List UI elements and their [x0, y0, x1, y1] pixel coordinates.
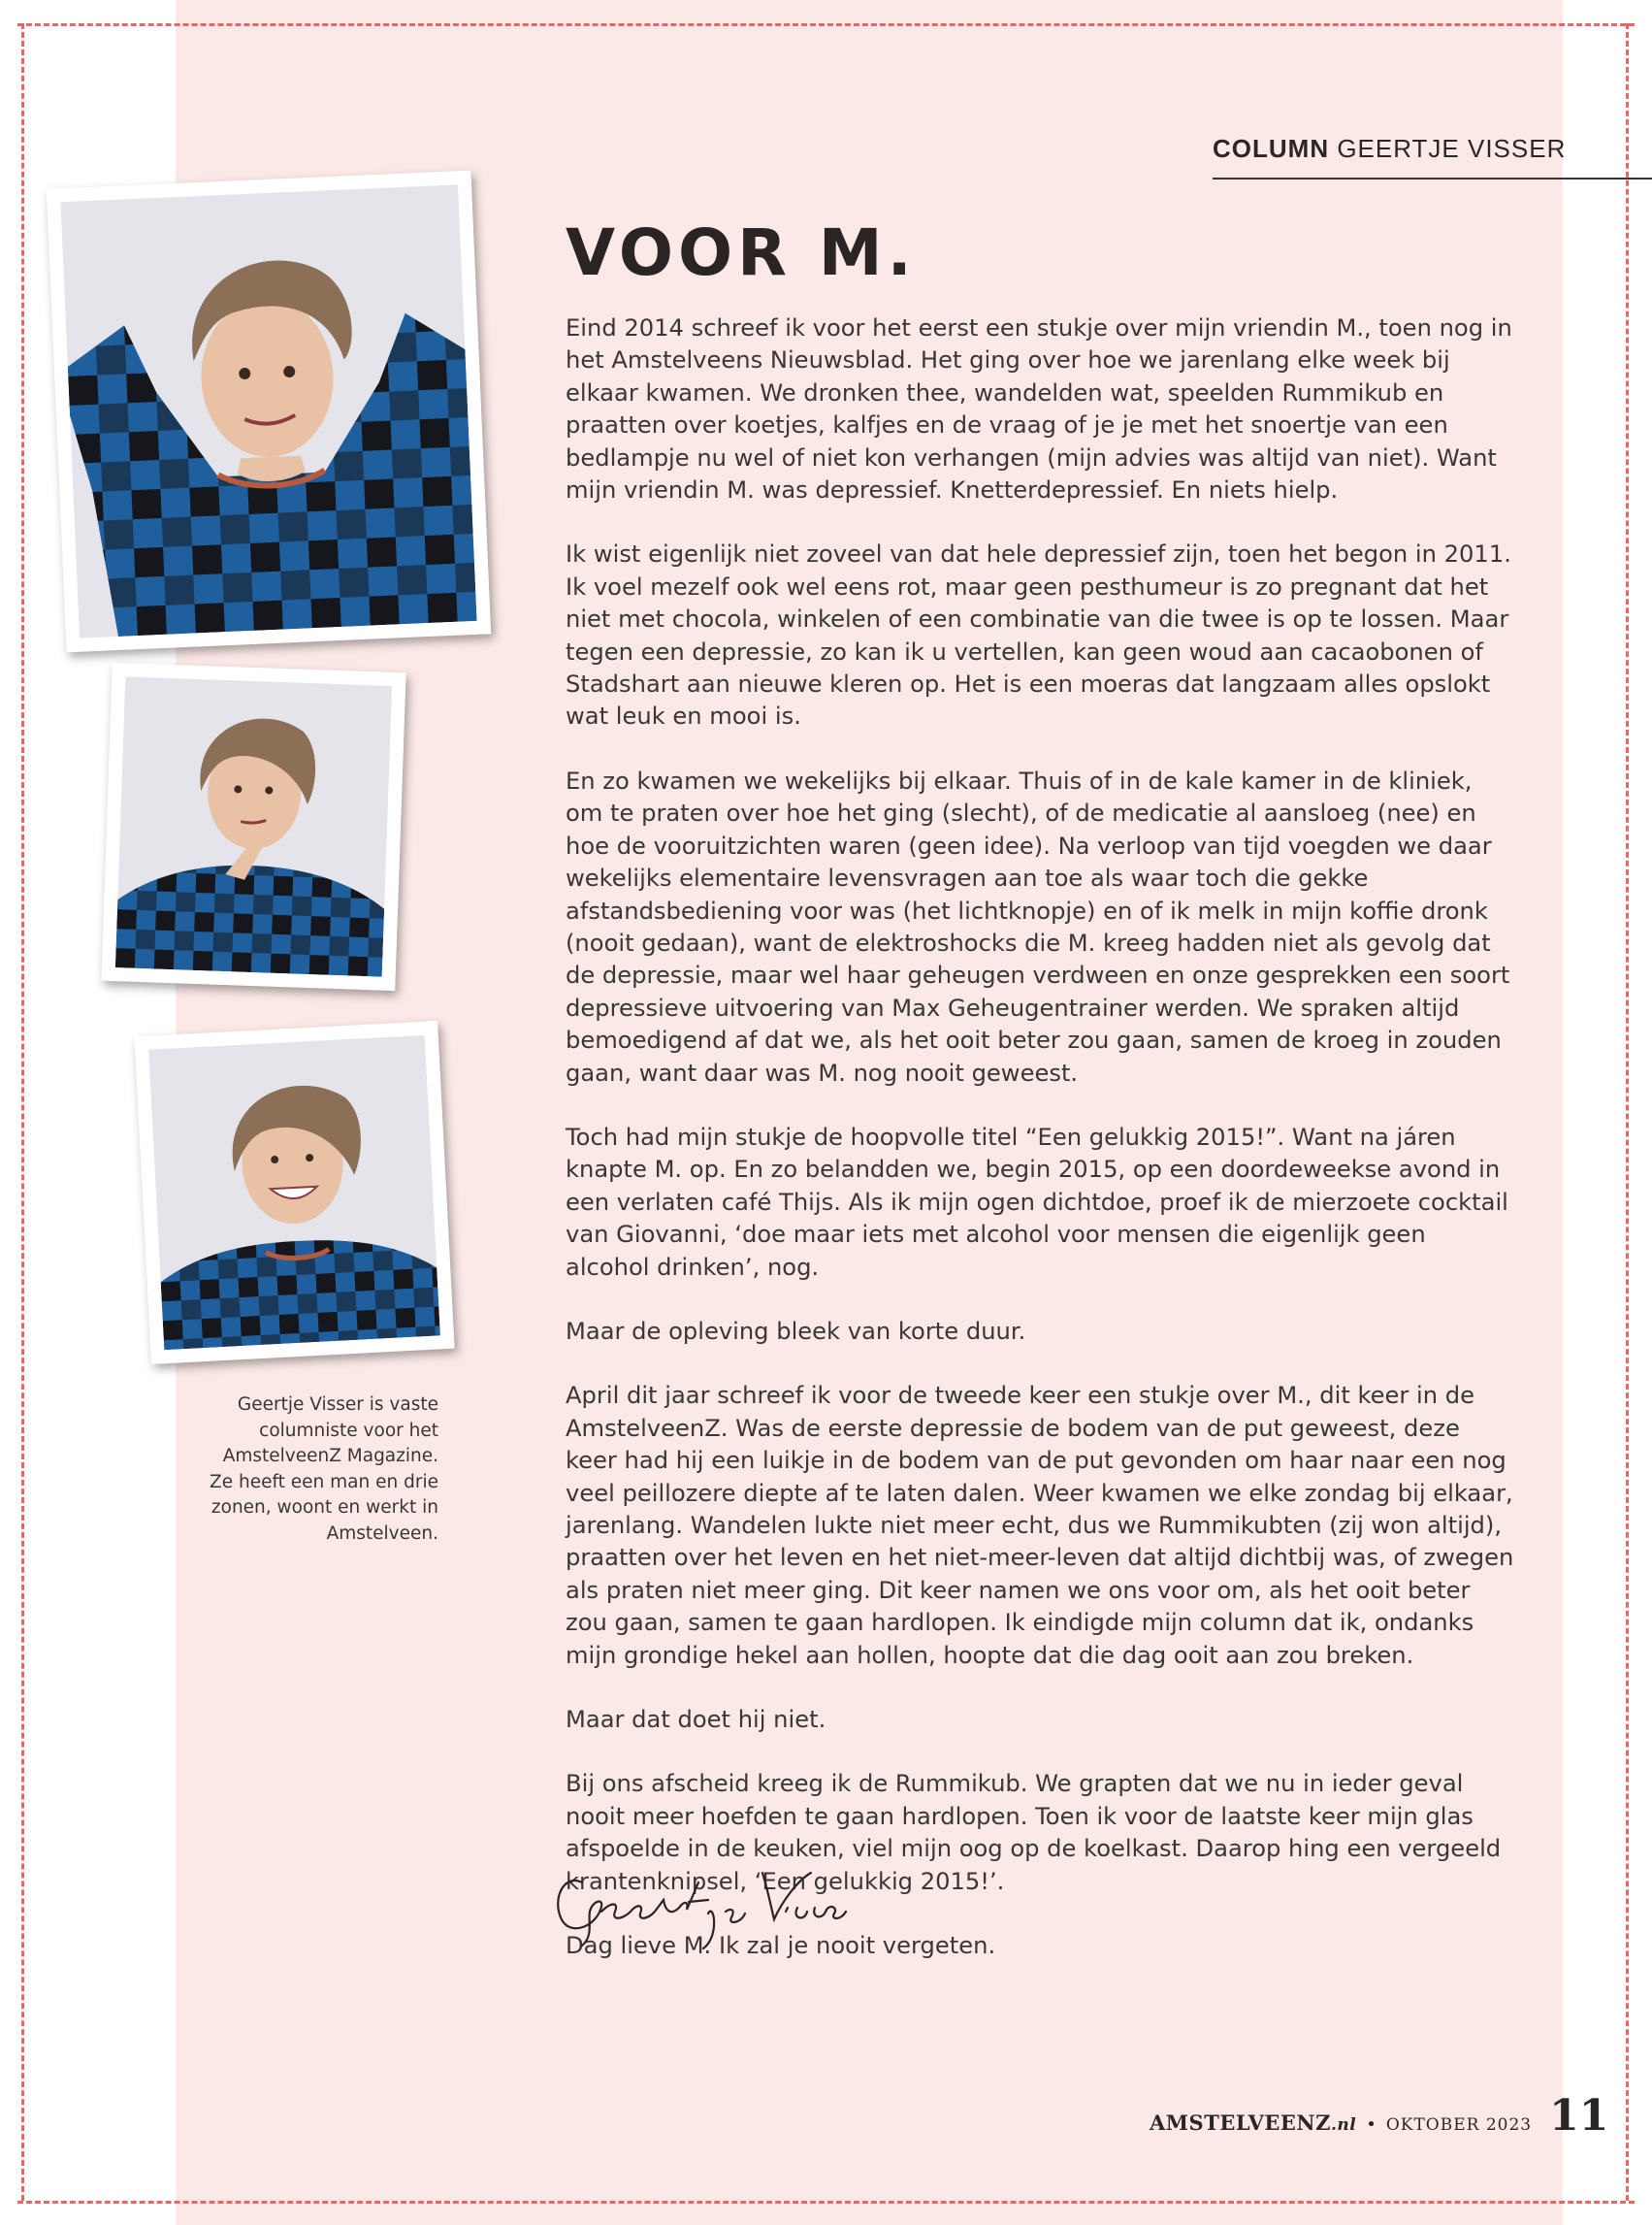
paragraph: Bij ons afscheid kreeg ik de Rummikub. We grapten dat we nu in ieder geval nooit meer hoefden te gaan hardlopen. Toen ik voor de laatste keer mijn glas afspoelde in de keuken, viel mijn oog op de koelkast. Daarop hing een vergeeld krantenknipsel, ‘Een gelukkig 2015!’. — [566, 1770, 1502, 1895]
column-author: GEERTJE VISSER — [1337, 134, 1567, 163]
paragraph: Toch had mijn stukje de hoopvolle titel “Een gelukkig 2015!”. Want na járen knapte M. op. En zo belandden we, begin 2015, op een doordeweekse avond in een verlaten café Thijs. Als ik mijn ogen dichtdoe, proef ik de mierzoete cocktail van Giovanni, ‘doe maar iets met alcohol voor mensen die eigenlijk geen alcohol drinken’, nog. — [566, 1123, 1508, 1281]
author-photo-hand-on-chin — [101, 663, 405, 991]
paragraph: Eind 2014 schreef ik voor het eerst een stukje over mijn vriendin M., toen nog in het Amstelveens Nieuwsblad. Het ging over hoe we jarenlang elke week bij elkaar kwamen. We dronken thee, wandelden wat, speelden Rummikub en praatten over koetjes, kalfjes en de vraag of je je met het snoertje van een bedlampje nu wel of niet kon verhangen (mijn advies was altijd van niet). Want mijn vriendin M. was depressief. Knetterdepressief. En niets hielp. — [566, 314, 1512, 505]
footer-brand: AMSTELVEENZ.nl — [1150, 2110, 1357, 2135]
paragraph: Ik wist eigenlijk niet zoveel van dat hele depressief zijn, toen het begon in 2011. Ik voel mezelf ook wel eens rot, maar geen pesthumeur is zo pregnant dat het niet met chocola, winkelen of een combinatie van die twee is op te lossen. Maar tegen een depressie, zo kan ik u vertellen, kan geen woud aan cacaobonen of Stadshart aan nieuwe kleren op. Het is een moeras dat langzaam alles opslokt wat leuk en mooi is. — [566, 540, 1511, 731]
cut-line-right — [1626, 23, 1629, 2201]
paragraph: Dag lieve M. Ik zal je nooit vergeten. — [566, 1932, 996, 1960]
cut-line-left — [21, 23, 24, 2201]
footer-separator: • — [1366, 2114, 1377, 2135]
footer-issue-date: OKTOBER 2023 — [1385, 2115, 1533, 2135]
handwritten-signature — [543, 1844, 854, 1950]
paragraph: Maar de opleving bleek van korte duur. — [566, 1317, 1026, 1345]
section-label — [1213, 134, 1566, 164]
paragraph: April dit jaar schreef ik voor de tweede keer een stukje over M., dit keer in de AmstelveenZ. Was de eerste depressie de bodem van de put geweest, deze keer had hij een luikje in de bodem van de put gevonden om haar naar een nog veel peillozere diepte af te laten dalen. Weer kwamen we elke zondag bij elkaar, jarenlang. Wandelen lukte niet meer echt, dus we Rummikubten (zij won altijd), praatten over het leven en het niet-meer-leven dat altijd dichtbij was, of zwegen als praten niet meer ging. Dit keer namen we ons voor om, als het ooit beter zou gaan, samen te gaan hardlopen. Ik eindigde mijn column dat ik, ondanks mijn grondige hekel aan hollen, hoopte dat die dag ooit aan zou breken. — [566, 1382, 1514, 1669]
page-footer — [1150, 2091, 1608, 2140]
cut-line-bottom — [17, 2201, 1635, 2204]
article-body — [566, 312, 1516, 1994]
article-title: VOOR M. — [566, 215, 917, 290]
author-photo-hands-on-head — [47, 171, 491, 653]
author-bio-caption: Geertje Visser is vaste columniste voor het AmstelveenZ Magazine. Ze heeft een man en drie zonen, woont en werkt in Amstelveen. — [210, 1394, 438, 1544]
page-number: 11 — [1549, 2091, 1609, 2141]
section-rule — [1213, 178, 1652, 180]
paragraph: En zo kwamen we wekelijks bij elkaar. Thuis of in de kale kamer in de kliniek, om te praten over hoe het ging (slecht), of de medicatie al aansloeg (nee) en hoe de vooruitzichten waren (geen idee). Na verloop van tijd voegden we daar wekelijks elementaire levensvragen aan toe als waar toch die gekke afstandsbediening voor was (het lichtknopje) en of ik melk in mijn koffie dronk (nooit gedaan), want de elektroshocks die M. kreeg hadden niet als gevolg dat de depressie, maar wel haar geheugen verdween en onze gesprekken een soort depressieve uitvoering van Max Geheugentrainer werden. We spraken altijd bemoedigend af dat we, als het ooit beter zou gaan, samen de kroeg in zouden gaan, want daar was M. nog nooit geweest. — [566, 767, 1510, 1087]
cut-line-top — [17, 23, 1635, 26]
author-photo-smiling — [134, 1021, 454, 1364]
section-name: COLUMN — [1213, 134, 1330, 163]
paragraph: Maar dat doet hij niet. — [566, 1706, 826, 1734]
